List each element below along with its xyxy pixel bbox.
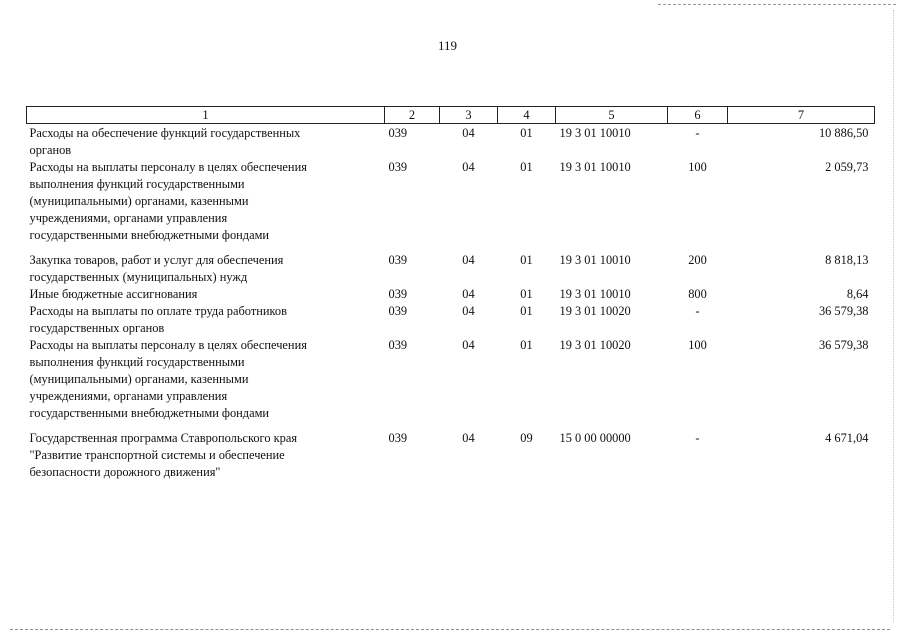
expense-name-line: Расходы на выплаты по оплате труда работников: [29, 304, 287, 318]
column-header-section: 3: [440, 107, 498, 124]
row-expense-name: [27, 159, 385, 252]
row-expense-type-code: -: [695, 304, 700, 318]
row-expense-name: [27, 286, 385, 303]
row-expense-type-code: 100: [688, 160, 707, 174]
row-expense-type-code: 100: [688, 338, 707, 352]
scan-artifact-bottom: [10, 629, 890, 630]
table-row: [27, 252, 875, 286]
row-amount: 36 579,38: [818, 338, 869, 352]
expense-name-line: учреждениями, органами управления: [29, 389, 228, 403]
row-subsection-code: 01: [520, 338, 533, 352]
expense-name-line: безопасности дорожного движения": [29, 465, 221, 479]
column-header-amount: 7: [728, 107, 875, 124]
row-section-code: 04: [462, 160, 475, 174]
expense-name-line: органов: [29, 143, 72, 157]
expense-name-line: государственных (муниципальных) нужд: [29, 270, 248, 284]
expense-name-line: государственных органов: [29, 321, 165, 335]
row-expense-type-code: 800: [688, 287, 707, 301]
expense-name-line: Расходы на выплаты персоналу в целях обеспечения: [29, 338, 307, 352]
row-amount: 4 671,04: [825, 431, 869, 445]
column-header-expense-type: 6: [668, 107, 728, 124]
table-row: [27, 124, 875, 160]
expense-name-line: (муниципальными) органами, казенными: [29, 194, 249, 208]
row-ministry-code: 039: [388, 126, 408, 140]
expense-name-line: государственными внебюджетными фондами: [29, 228, 270, 242]
table-row: [27, 159, 875, 252]
expense-name-line: Закупка товаров, работ и услуг для обеспечения: [29, 253, 284, 267]
row-subsection-code: 09: [520, 431, 533, 445]
row-subsection-code: 01: [520, 253, 533, 267]
expense-name-line: Расходы на выплаты персоналу в целях обеспечения: [29, 160, 307, 174]
expense-name-line: Государственная программа Ставропольского края: [29, 431, 298, 445]
column-header-name: 1: [27, 107, 385, 124]
row-amount: 8,64: [846, 287, 869, 301]
row-section-code: 04: [462, 431, 475, 445]
row-amount: 10 886,50: [818, 126, 869, 140]
scan-artifact-top: [658, 4, 896, 5]
row-target-code: 19 3 01 10010: [559, 126, 631, 140]
expense-name-line: Иные бюджетные ассигнования: [29, 287, 198, 301]
row-section-code: 04: [462, 126, 475, 140]
table-row: [27, 286, 875, 303]
expense-name-line: выполнения функций государственными: [29, 355, 245, 369]
row-subsection-code: 01: [520, 160, 533, 174]
column-header-subsection: 4: [498, 107, 556, 124]
row-ministry-code: 039: [388, 287, 408, 301]
table-row: [27, 303, 875, 337]
row-amount: 8 818,13: [825, 253, 869, 267]
row-target-code: 19 3 01 10010: [559, 160, 631, 174]
row-ministry-code: 039: [388, 253, 408, 267]
row-section-code: 04: [462, 304, 475, 318]
row-target-code: 19 3 01 10020: [559, 304, 631, 318]
expense-name-line: (муниципальными) органами, казенными: [29, 372, 249, 386]
table-row: [27, 430, 875, 481]
row-expense-name: [27, 430, 385, 481]
row-amount: 2 059,73: [825, 160, 869, 174]
row-expense-type-code: 200: [688, 253, 707, 267]
row-subsection-code: 01: [520, 126, 533, 140]
row-section-code: 04: [462, 287, 475, 301]
row-target-code: 19 3 01 10020: [559, 338, 631, 352]
budget-table: [26, 106, 875, 481]
expense-name-line: Расходы на обеспечение функций государственных: [29, 126, 301, 140]
row-target-code: 19 3 01 10010: [559, 253, 631, 267]
expense-name-line: учреждениями, органами управления: [29, 211, 228, 225]
row-expense-name: [27, 303, 385, 337]
row-ministry-code: 039: [388, 431, 408, 445]
page-number: 119: [437, 38, 458, 53]
row-expense-type-code: -: [695, 126, 700, 140]
row-ministry-code: 039: [388, 160, 408, 174]
column-header-target: 5: [556, 107, 668, 124]
row-expense-type-code: -: [695, 431, 700, 445]
table-row: [27, 337, 875, 430]
row-ministry-code: 039: [388, 338, 408, 352]
expense-name-line: выполнения функций государственными: [29, 177, 245, 191]
table-body: [27, 124, 875, 482]
row-section-code: 04: [462, 338, 475, 352]
row-subsection-code: 01: [520, 304, 533, 318]
row-subsection-code: 01: [520, 287, 533, 301]
row-expense-name: [27, 337, 385, 430]
expense-name-line: "Развитие транспортной системы и обеспечение: [29, 448, 285, 462]
column-header-ministry: 2: [385, 107, 440, 124]
table-header-row: [27, 107, 875, 124]
row-expense-name: [27, 252, 385, 286]
row-amount: 36 579,38: [818, 304, 869, 318]
row-expense-name: [27, 124, 385, 160]
expense-name-line: государственными внебюджетными фондами: [29, 406, 270, 420]
row-target-code: 19 3 01 10010: [559, 287, 631, 301]
row-ministry-code: 039: [388, 304, 408, 318]
scan-artifact-right: [893, 10, 894, 622]
row-target-code: 15 0 00 00000: [559, 431, 631, 445]
row-section-code: 04: [462, 253, 475, 267]
